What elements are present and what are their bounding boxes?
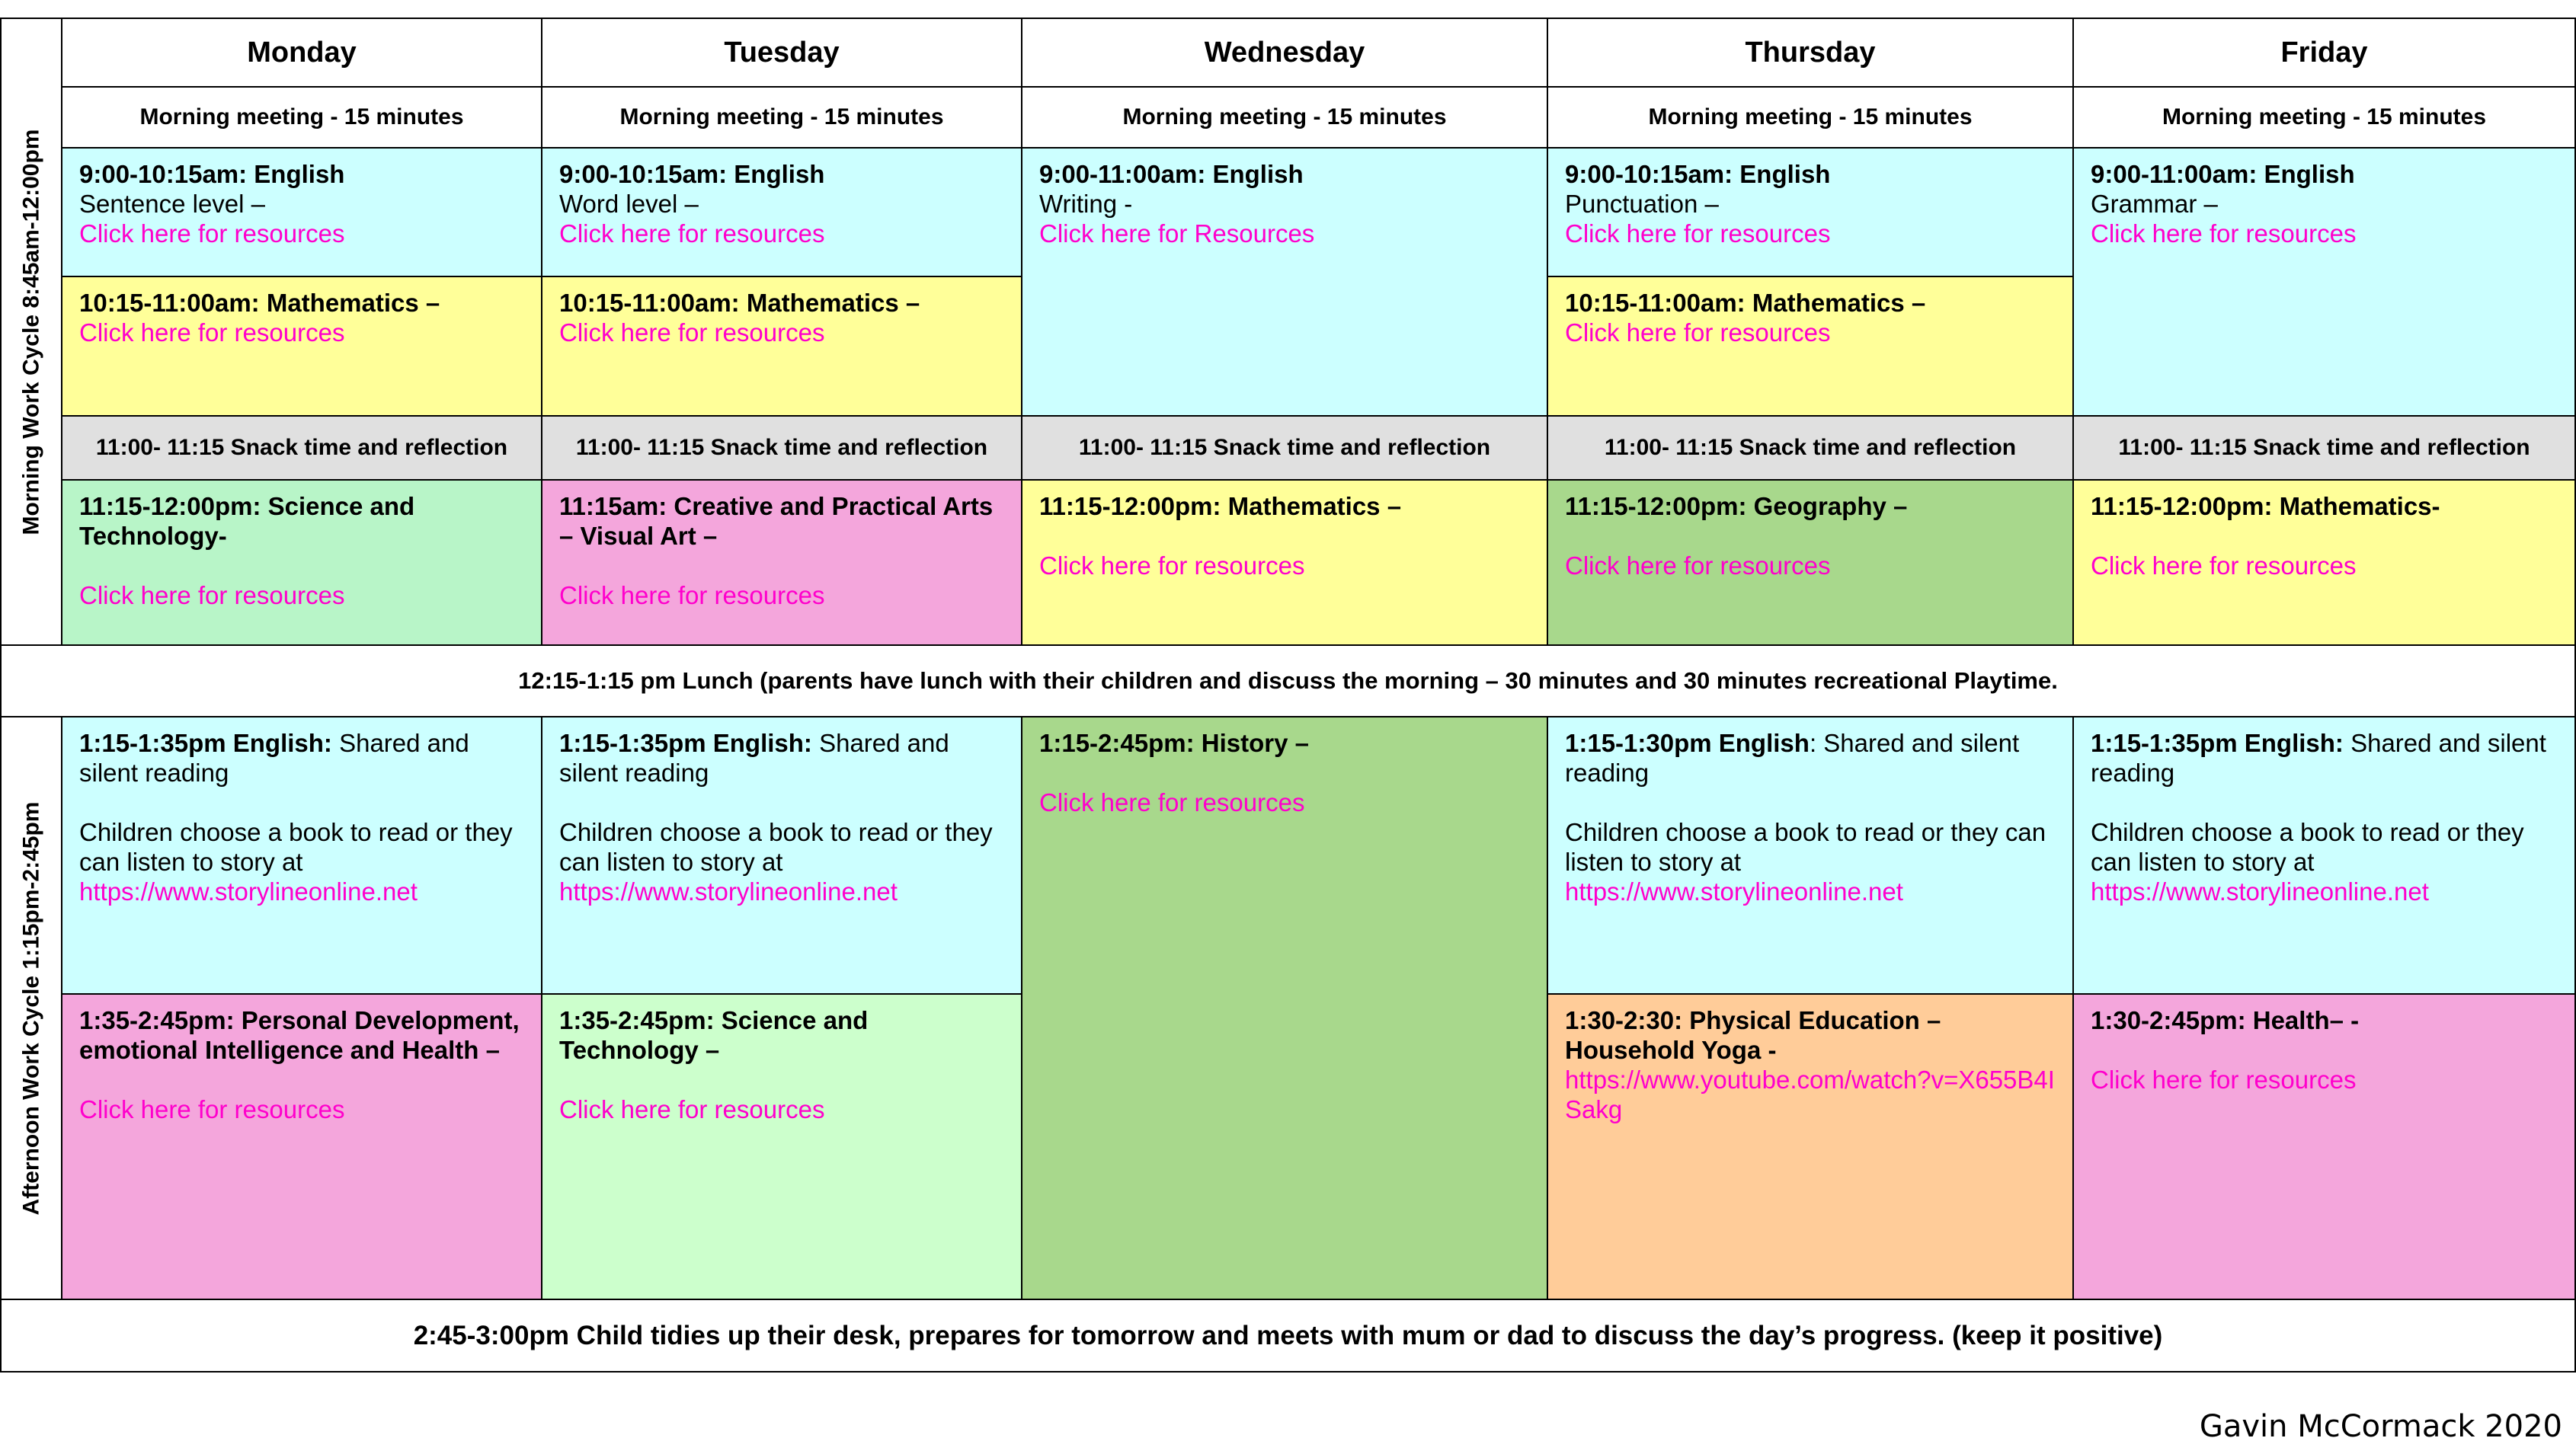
storyline-link[interactable]: https://www.storylineonline.net bbox=[2091, 877, 2429, 906]
wednesday-english-block bbox=[1021, 147, 1548, 417]
block-title: 10:15-11:00am: Mathematics – bbox=[559, 289, 920, 317]
friday-math-block bbox=[2072, 479, 2576, 646]
thursday-reading-block bbox=[1547, 716, 2074, 995]
morning-meeting-tuesday: Morning meeting - 15 minutes bbox=[541, 86, 1022, 149]
monday-english-block bbox=[61, 147, 542, 277]
block-title: 10:15-11:00am: Mathematics – bbox=[1565, 289, 1926, 317]
block-text: Children choose a book to read or they can listen to story at bbox=[559, 818, 993, 876]
day-header-friday: Friday bbox=[2072, 18, 2576, 88]
tuesday-math-block bbox=[541, 276, 1022, 417]
tuesday-art-block bbox=[541, 479, 1022, 646]
block-title: 1:15-1:35pm English: bbox=[79, 729, 332, 757]
resources-link[interactable]: Click here for resources bbox=[2091, 1066, 2357, 1094]
thursday-geography-block bbox=[1547, 479, 2074, 646]
resources-link[interactable]: Click here for resources bbox=[1565, 551, 1831, 580]
block-text: Word level – bbox=[559, 190, 699, 218]
snack-friday: 11:00- 11:15 Snack time and reflection bbox=[2072, 415, 2576, 481]
block-title-rest: : Shared and silent reading bbox=[1565, 729, 2020, 787]
yoga-video-link[interactable]: https://www.youtube.com/watch?v=X655B4ISakg bbox=[1565, 1066, 2055, 1123]
block-title: 11:15am: Creative and Practical Arts – Visual Art – bbox=[559, 492, 994, 550]
tuesday-english-block bbox=[541, 147, 1022, 277]
day-header-monday: Monday bbox=[61, 18, 542, 88]
block-title: 11:15-12:00pm: Geography – bbox=[1565, 492, 1908, 520]
snack-thursday: 11:00- 11:15 Snack time and reflection bbox=[1547, 415, 2074, 481]
block-heading bbox=[1565, 728, 2057, 788]
block-text: Children choose a book to read or they can listen to story at bbox=[2091, 818, 2524, 876]
monday-science-block bbox=[61, 479, 542, 646]
day-header-tuesday: Tuesday bbox=[541, 18, 1022, 88]
resources-link[interactable]: Click here for resources bbox=[79, 1095, 345, 1123]
afternoon-cycle-label bbox=[0, 716, 62, 1300]
resources-link[interactable]: Click here for resources bbox=[79, 219, 345, 248]
block-heading bbox=[2091, 728, 2559, 788]
resources-link[interactable]: Click here for resources bbox=[79, 581, 345, 609]
resources-link[interactable]: Click here for resources bbox=[79, 318, 345, 347]
storyline-link[interactable]: https://www.storylineonline.net bbox=[559, 877, 898, 906]
storyline-link[interactable]: https://www.storylineonline.net bbox=[79, 877, 418, 906]
resources-link[interactable]: Click here for resources bbox=[2091, 219, 2357, 248]
resources-link[interactable]: Click here for resources bbox=[2091, 551, 2357, 580]
resources-link[interactable]: Click here for resources bbox=[1039, 788, 1305, 816]
block-text: Grammar – bbox=[2091, 190, 2218, 218]
monday-math-block bbox=[61, 276, 542, 417]
block-title: 9:00-10:15am: English bbox=[1565, 160, 1831, 188]
snack-tuesday: 11:00- 11:15 Snack time and reflection bbox=[541, 415, 1022, 481]
block-title: 9:00-11:00am: English bbox=[1039, 160, 1304, 188]
block-heading bbox=[79, 728, 526, 788]
block-text: Children choose a book to read or they can listen to story at bbox=[79, 818, 513, 876]
snack-wednesday: 11:00- 11:15 Snack time and reflection bbox=[1021, 415, 1548, 481]
wednesday-history-block bbox=[1021, 716, 1548, 1300]
friday-english-block bbox=[2072, 147, 2576, 417]
block-title: 9:00-11:00am: English bbox=[2091, 160, 2355, 188]
block-title: 9:00-10:15am: English bbox=[559, 160, 825, 188]
afternoon-cycle-text: Afternoon Work Cycle 1:15pm-2:45pm bbox=[18, 801, 43, 1215]
storyline-link[interactable]: https://www.storylineonline.net bbox=[1565, 877, 1903, 906]
block-title: 1:15-1:35pm English: bbox=[2091, 729, 2344, 757]
block-title: 1:15-1:35pm English: bbox=[559, 729, 812, 757]
block-title: 1:15-1:30pm English bbox=[1565, 729, 1810, 757]
resources-link[interactable]: Click here for resources bbox=[1565, 318, 1831, 347]
block-title: 11:15-12:00pm: Mathematics- bbox=[2091, 492, 2440, 520]
resources-link[interactable]: Click here for resources bbox=[559, 1095, 825, 1123]
monday-personal-development-block bbox=[61, 993, 542, 1300]
block-title: 1:30-2:45pm: Health– - bbox=[2091, 1006, 2360, 1034]
resources-link[interactable]: Click here for resources bbox=[559, 318, 825, 347]
resources-link[interactable]: Click here for resources bbox=[1565, 219, 1831, 248]
weekly-timetable bbox=[0, 18, 2576, 1373]
thursday-english-block bbox=[1547, 147, 2074, 277]
morning-meeting-monday: Morning meeting - 15 minutes bbox=[61, 86, 542, 149]
block-text: Sentence level – bbox=[79, 190, 266, 218]
thursday-math-block bbox=[1547, 276, 2074, 417]
tuesday-reading-block bbox=[541, 716, 1022, 995]
morning-meeting-friday: Morning meeting - 15 minutes bbox=[2072, 86, 2576, 149]
tuesday-science-block bbox=[541, 993, 1022, 1300]
resources-link[interactable]: Click here for resources bbox=[559, 581, 825, 609]
block-heading bbox=[559, 728, 1006, 788]
resources-link[interactable]: Click here for resources bbox=[559, 219, 825, 248]
snack-monday: 11:00- 11:15 Snack time and reflection bbox=[61, 415, 542, 481]
wednesday-math-block bbox=[1021, 479, 1548, 646]
friday-health-block bbox=[2072, 993, 2576, 1300]
day-header-thursday: Thursday bbox=[1547, 18, 2074, 88]
block-title-rest: Shared and silent reading bbox=[79, 729, 469, 787]
block-text: Punctuation – bbox=[1565, 190, 1719, 218]
block-title-rest: Shared and silent reading bbox=[2091, 729, 2546, 787]
block-title: 1:30-2:30: Physical Education – Household Yoga - bbox=[1565, 1006, 1941, 1064]
block-text: Children choose a book to read or they can listen to story at bbox=[1565, 818, 2046, 876]
morning-cycle-text: Morning Work Cycle 8:45am-12:00pm bbox=[18, 129, 44, 535]
resources-link[interactable]: Click here for resources bbox=[1039, 551, 1305, 580]
block-title: 10:15-11:00am: Mathematics – bbox=[79, 289, 440, 317]
day-header-wednesday: Wednesday bbox=[1021, 18, 1548, 88]
author-credit: Gavin McCormack 2020 bbox=[2199, 1409, 2562, 1444]
block-title-rest: Shared and silent reading bbox=[559, 729, 949, 787]
friday-reading-block bbox=[2072, 716, 2576, 995]
resources-link[interactable]: Click here for Resources bbox=[1039, 219, 1315, 248]
block-text: Writing - bbox=[1039, 190, 1133, 218]
morning-meeting-wednesday: Morning meeting - 15 minutes bbox=[1021, 86, 1548, 149]
monday-reading-block bbox=[61, 716, 542, 995]
block-title: 1:35-2:45pm: Science and Technology – bbox=[559, 1006, 869, 1064]
thursday-pe-block bbox=[1547, 993, 2074, 1300]
block-title: 1:15-2:45pm: History – bbox=[1039, 729, 1309, 757]
lunch-row: 12:15-1:15 pm Lunch (parents have lunch with their children and discuss the morning – 30 minutes and 30 minutes recreational Playtime. bbox=[0, 644, 2576, 717]
block-title: 1:35-2:45pm: Personal Development, emotional Intelligence and Health – bbox=[79, 1006, 520, 1064]
block-title: 11:15-12:00pm: Science and Technology- bbox=[79, 492, 415, 550]
morning-meeting-thursday: Morning meeting - 15 minutes bbox=[1547, 86, 2074, 149]
morning-cycle-label bbox=[0, 18, 62, 646]
block-title: 11:15-12:00pm: Mathematics – bbox=[1039, 492, 1402, 520]
block-title: 9:00-10:15am: English bbox=[79, 160, 345, 188]
end-of-day-row: 2:45-3:00pm Child tidies up their desk, prepares for tomorrow and meets with mum or dad to discuss the day’s progress. (keep it positive) bbox=[0, 1299, 2576, 1373]
